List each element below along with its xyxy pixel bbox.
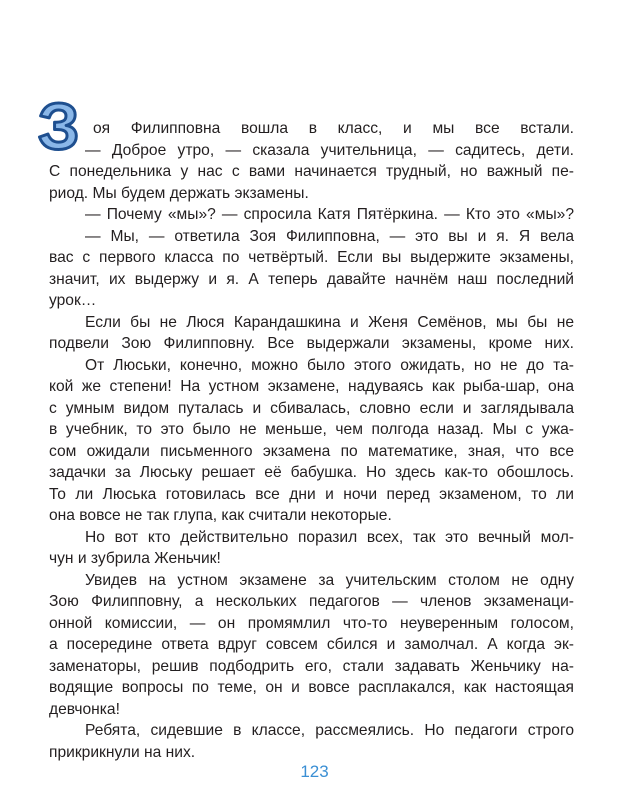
text-line: Но вот кто действительно поразил всех, так это вечный мол-	[85, 528, 574, 546]
story-text	[49, 118, 574, 763]
text-line: Ребята, сидевшие в классе, рассмеялись. Но педагоги строго	[85, 722, 574, 739]
text-line: а посередине ответа вдруг совсем сбился и замолчал. А когда эк-	[49, 636, 574, 653]
text-line: прикрикнули на них.	[49, 743, 196, 761]
text-line: задачки за Люську решает её бабушка. Но здесь как-то обошлось.	[49, 464, 574, 481]
text-line: Если бы не Люся Карандашкина и Женя Семёнов, мы бы не	[85, 313, 574, 331]
text-line: подвели Зою Филипповну. Все выдержали экзамены, кроме них.	[49, 335, 574, 352]
page-number: 123	[300, 762, 329, 781]
text-line: От Люськи, конечно, можно было этого ожидать, но не до та-	[85, 356, 574, 374]
text-line: риод. Мы будем держать экзамены.	[49, 184, 309, 202]
text-line: оя Филипповна вошла в класс, и мы все встали.	[93, 120, 574, 137]
text-line: — Доброе утро, — сказала учительница, — садитесь, дети.	[85, 141, 574, 159]
text-line: кой же степени! На устном экзамене, надуваясь как рыба-шар, она	[49, 378, 574, 395]
text-line: То ли Люська готовилась все дни и ночи перед экзаменом, то ли	[49, 485, 574, 503]
text-line: урок…	[49, 292, 97, 309]
text-line: вас с первого класса по четвёртый. Если вы выдержите экзамены,	[49, 249, 574, 266]
text-line: с умным видом путалась и сбивалась, словно если и заглядывала	[49, 399, 574, 417]
text-line: значит, их выдержу и я. А теперь давайте начнём наш последний	[49, 270, 574, 288]
text-line: водящие вопросы по теме, он и вовсе расплакался, как настоящая	[49, 679, 574, 696]
text-line: девчонка!	[49, 700, 120, 718]
text-line: сом ожидали письменного экзамена по математике, зная, что все	[49, 442, 574, 460]
drop-cap-glyph: З	[38, 96, 80, 152]
text-line: в учебник, то это было не меньше, чем полгода назад. Мы с ужа-	[49, 421, 574, 438]
text-line: чун и зубрила Женьчик!	[49, 550, 221, 567]
text-line: онной комиссии, — он промямлил что-то неуверенным голосом,	[49, 614, 574, 632]
text-line: она вовсе не так глупа, как считали некоторые.	[49, 507, 392, 524]
text-line: С понедельника у нас с вами начинается трудный, но важный пе-	[49, 163, 574, 180]
text-line: — Почему «мы»? — спросила Катя Пятёркина. — Кто это «мы»?	[85, 206, 574, 223]
text-line: Зою Филипповну, а нескольких педагогов — членов экзаменаци-	[49, 593, 574, 610]
text-line: Увидев на устном экзамене за учительским столом не одну	[85, 571, 574, 589]
text-line: заменаторы, решив подбодрить его, стали задавать Женьчику на-	[49, 657, 574, 675]
text-line: — Мы, — ответила Зоя Филипповна, — это вы и я. Я вела	[85, 227, 574, 245]
